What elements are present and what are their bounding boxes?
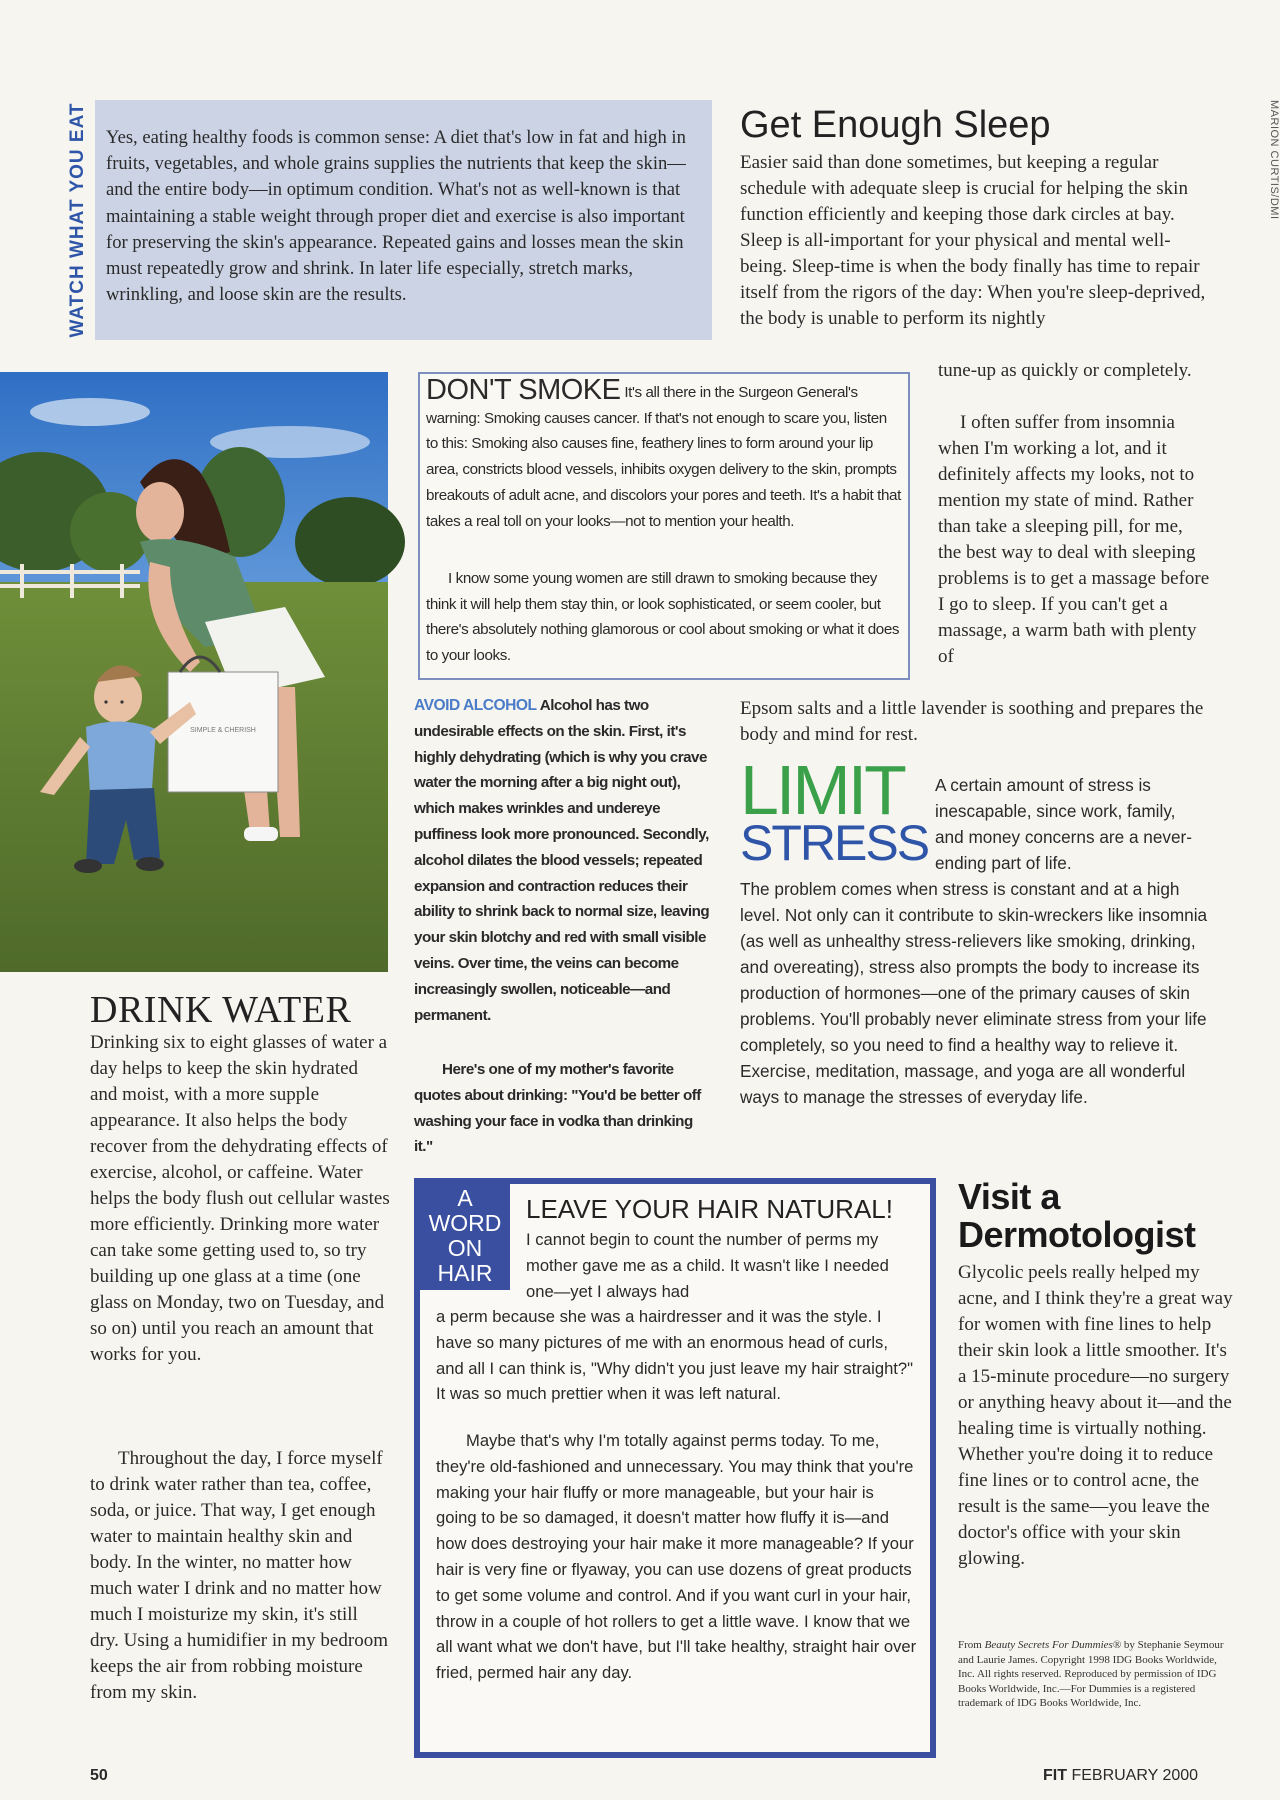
- avoid-alcohol-heading: AVOID ALCOHOL: [414, 697, 537, 714]
- avoid-alcohol-paragraph-2: Here's one of my mother's favorite quotes about drinking: "You'd be better off washing your face in vodka than drinking it.": [414, 1061, 701, 1156]
- dont-smoke-heading: DON'T SMOKE: [426, 374, 621, 406]
- sleep-paragraph-2-continued: Epsom salts and a little lavender is soothing and prepares the body and mind for rest.: [740, 698, 1204, 745]
- dont-smoke-intro: It's all there in the Surgeon General's warning: Smoking causes cancer. If that's not enough to scare you, listen to this: Smoking also causes fine, feathery lines to form around your lip area, constricts blood vessels, inhibits oxygen delivery to the skin, prompts breakouts of adult acne, and discolors your pores and teeth. It's a habit that takes a real toll on your looks—not to mention your health.: [426, 384, 901, 530]
- watch-what-you-eat-label: WATCH WHAT YOU EAT: [67, 102, 88, 338]
- dermatologist-heading: Visit a Dermotologist: [958, 1176, 1196, 1255]
- photo-illustration: [0, 372, 388, 972]
- dont-smoke-paragraph-2: I know some young women are still drawn to smoking because they think it will help them stay thin, or look sophisticated, or seem cooler, but there's absolutely nothing glamorous or cool about smoking or what it does to your looks.: [426, 570, 900, 665]
- dont-smoke-paragraph-1: [426, 374, 901, 534]
- badge-line-3: ON: [447, 1235, 483, 1261]
- magazine-footer: [1043, 1767, 1198, 1785]
- issue-date: FEBRUARY 2000: [1071, 1767, 1199, 1784]
- limit-stress-paragraph: A certain amount of stress is inescapable, since work, family, and money concerns are a never-ending part of life.: [935, 775, 1192, 873]
- bag-logo: SIMPLE & CHERISH: [190, 727, 256, 734]
- badge-line-2: WORD: [428, 1210, 502, 1236]
- drink-water-paragraph-2: Throughout the day, I force myself to drink water rather than tea, coffee, soda, or juice. That way, I get enough water to maintain healthy skin and body. In the winter, no matter how much water I drink and no matter how much I moisturize my skin, it's still dry. Using a humidifier in my bedroom keeps the air from robbing moisture from my skin.: [90, 1448, 388, 1703]
- book-credit: [958, 1638, 1230, 1711]
- limit-stress-heading-bottom: STRESS: [740, 815, 929, 871]
- credit-rest: by Stephanie Seymour and Laurie James. Copyright 1998 IDG Books Worldwide, Inc. All rights reserved. Reproduced by permission of IDG Books Worldwide, Inc.—For Dummies is a registered trademark of IDG Books Worldwide, Inc.: [958, 1639, 1224, 1710]
- drink-water-heading: DRINK WATER: [90, 989, 352, 1031]
- hair-paragraph-1-continued: a perm because she was a hairdresser and it was the style. I have so many pictures of me with an enormous head of curls, and all I can think is, "Why didn't you just leave my hair straight?" It was so much prettier when it was left natural.: [436, 1307, 914, 1404]
- drink-water-paragraph-1: Drinking six to eight glasses of water a day helps to keep the skin hydrated and moist, with a more supple appearance. It also helps the body recover from the dehydrating effects of exercise, alcohol, or caffeine. Water helps the body flush out cellular wastes more efficiently. Drinking more water can take some getting used to, so try building up one glass at a time (one glass on Monday, two on Tuesday, and so on) until you reach an amount that works for you.: [90, 1032, 390, 1365]
- photo-credit-wrap: [1266, 100, 1280, 300]
- watch-what-you-eat-label-wrap: [67, 100, 93, 340]
- avoid-alcohol-text: Alcohol has two undesirable effects on the skin. First, it's highly dehydrating (which is why you crave water the morning after a big night out), which makes wrinkles and undereye puffiness look more pronounced. Secondly, alcohol dilates the blood vessels; repeated expansion and contraction reduces their ability to shrink back to normal size, leaving your skin blotchy and red with small visible veins. Over time, the veins can become increasingly swollen, noticeable—and permanent.: [414, 697, 710, 1024]
- sleep-paragraph-1-continued: tune-up as quickly or completely.: [938, 360, 1192, 381]
- hair-paragraph-1: I cannot begin to count the number of perms my mother gave me as a child. It wasn't like I needed one—yet I always had: [526, 1230, 889, 1301]
- sleep-paragraph-2: I often suffer from insomnia when I'm working a lot, and it definitely affects my looks, not to mention my state of mind. Rather than take a sleeping pill, for me, the best way to deal with sleeping problems is to get a massage before I go to sleep. If you can't get a massage, a warm bath with plenty of: [938, 412, 1210, 667]
- hair-paragraph-2: Maybe that's why I'm totally against perms today. To me, they're old-fashioned and unnecessary. You may think that you're making your hair fluffy or more manageable, but your hair is going to be so damaged, it doesn't matter how fluffy it is—and how does destroying your hair make it more manageable? If your hair is very fine or flyaway, you can use dozens of great products to get some volume and control. And if you want curl in your hair, throw in a couple of hot rollers to get a little wave. I know that we all want what we don't have, but I'll take healthy, straight hair over fried, permed hair any day.: [436, 1431, 917, 1683]
- magazine-name: FIT: [1043, 1767, 1067, 1784]
- word-on-hair-badge-text: [420, 1186, 510, 1286]
- sleep-paragraph-1: Easier said than done sometimes, but keeping a regular schedule with adequate sleep is crucial for helping the skin function efficiently and keeping those dark circles at bay. Sleep is all-important for your physical and mental well-being. Sleep-time is when the body finally has time to repair itself from the rigors of the day: When you're sleep-deprived, the body is unable to perform its nightly: [740, 152, 1206, 329]
- photo-credit: MARION CURTIS/DMI: [1268, 100, 1280, 220]
- page-number: 50: [90, 1767, 108, 1784]
- badge-line-1: A: [457, 1185, 473, 1211]
- avoid-alcohol-paragraph-1: [414, 693, 714, 1028]
- mother-child-photo: [0, 372, 388, 972]
- hair-heading: LEAVE YOUR HAIR NATURAL!: [526, 1194, 893, 1224]
- credit-prefix: From: [958, 1639, 985, 1651]
- limit-stress-heading-top: LIMIT: [740, 751, 904, 829]
- sleep-heading: Get Enough Sleep: [740, 104, 1051, 146]
- credit-book-title: Beauty Secrets For Dummies®: [984, 1639, 1122, 1651]
- watch-what-you-eat-text: Yes, eating healthy foods is common sense: A diet that's low in fat and high in fruits, vegetables, and whole grains supplies the nutrients that keep the skin—and the entire body—in optimum condition. What's not as well-known is that maintaining a stable weight through proper diet and exercise is also important for preserving the skin's appearance. Repeated gains and losses mean the skin must repeatedly grow and shrink. In later life especially, stretch marks, wrinkling, and loose skin are the results.: [106, 127, 686, 306]
- limit-stress-paragraph-continued: The problem comes when stress is constant and at a high level. Not only can it contribute to skin-wreckers like insomnia (as well as unhealthy stress-relievers like smoking, drinking, and overeating), stress also prompts the body to increase its production of hormones—one of the primary causes of skin problems. You'll probably never eliminate stress from your life completely, so you need to find a healthy way to relieve it. Exercise, meditation, massage, and yoga are all wonderful ways to manage the stresses of everyday life.: [740, 879, 1208, 1107]
- dermatologist-text: Glycolic peels really helped my acne, and I think they're a great way for women with fine lines to help their skin look a little smoother. It's a 15-minute procedure—no surgery or anything heavy about it—and the healing time is virtually nothing. Whether you're doing it to reduce fine lines or to control acne, the result is the same—you leave the doctor's office with your skin glowing.: [958, 1262, 1233, 1569]
- badge-line-4: HAIR: [437, 1260, 493, 1286]
